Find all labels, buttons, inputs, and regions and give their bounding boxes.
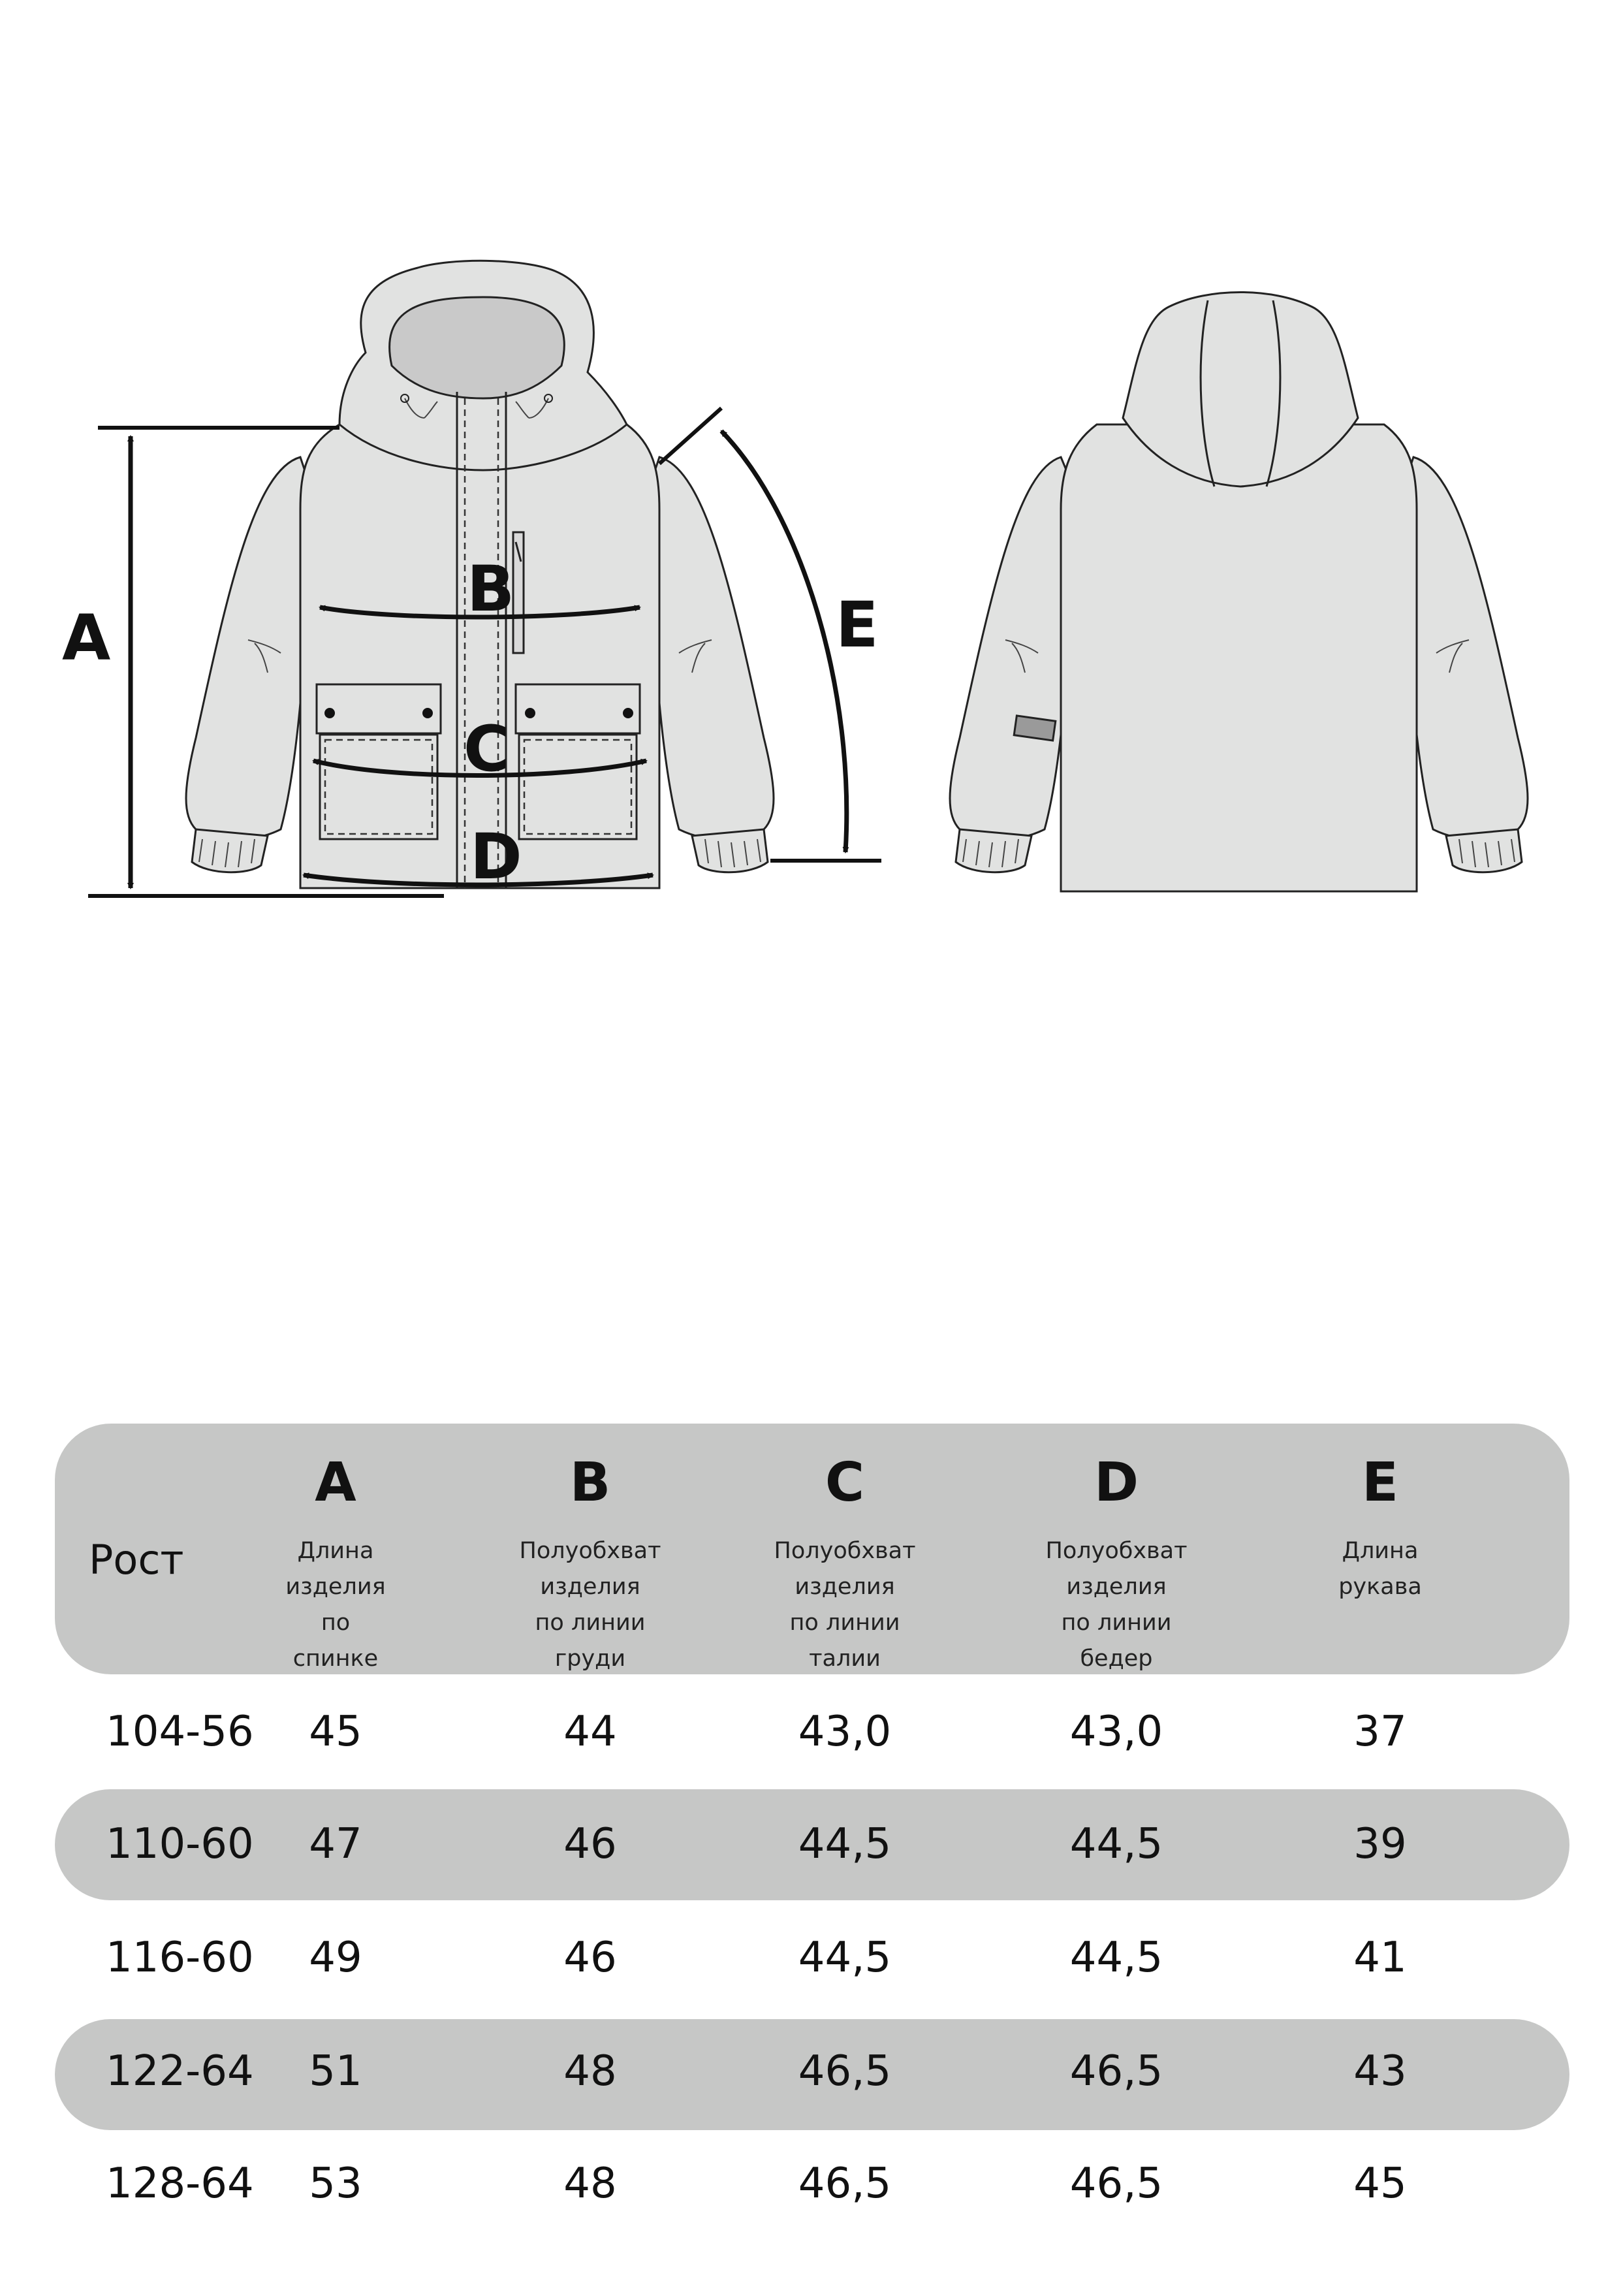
header-col-a bbox=[277, 1452, 394, 1677]
value-cell-e: 43 bbox=[1353, 2047, 1407, 2096]
value-cell-d: 46,5 bbox=[1069, 2160, 1163, 2208]
value-cell-a: 47 bbox=[309, 1820, 362, 1868]
header-col-e bbox=[1315, 1452, 1445, 1605]
header-desc-d bbox=[1032, 1533, 1201, 1677]
value-cell-c: 44,5 bbox=[798, 1820, 892, 1868]
value-cell-c: 43,0 bbox=[798, 1708, 892, 1756]
header-letter-b: B bbox=[569, 1452, 611, 1514]
dimension-label-c: C bbox=[464, 712, 510, 786]
table-row bbox=[55, 2160, 1569, 2222]
jacket-back-view bbox=[950, 293, 1528, 892]
table-row bbox=[55, 1820, 1569, 1882]
dimension-label-b: B bbox=[467, 552, 515, 626]
jacket-technical-drawing bbox=[0, 0, 1623, 980]
size-cell: 116-60 bbox=[106, 1934, 254, 1982]
header-desc-b bbox=[505, 1533, 675, 1677]
value-cell-d: 43,0 bbox=[1069, 1708, 1163, 1756]
value-cell-a: 51 bbox=[309, 2047, 362, 2096]
value-cell-b: 48 bbox=[563, 2160, 617, 2208]
table-row bbox=[55, 1934, 1569, 1996]
value-cell-b: 48 bbox=[563, 2047, 617, 2096]
value-cell-a: 45 bbox=[309, 1708, 362, 1756]
desc-line: рукава bbox=[1338, 1574, 1422, 1600]
value-cell-e: 39 bbox=[1353, 1820, 1407, 1868]
rost-header: Рост bbox=[89, 1536, 184, 1584]
size-cell: 122-64 bbox=[106, 2047, 254, 2096]
size-cell: 104-56 bbox=[106, 1708, 254, 1756]
desc-line: бедер bbox=[1080, 1646, 1153, 1672]
header-letter-a: A bbox=[315, 1452, 356, 1514]
header-desc-e bbox=[1315, 1533, 1445, 1605]
value-cell-b: 46 bbox=[563, 1820, 617, 1868]
table-row bbox=[55, 2047, 1569, 2109]
dimension-label-a: A bbox=[62, 601, 111, 675]
desc-line: Полуобхват bbox=[774, 1538, 916, 1564]
desc-line: талии bbox=[809, 1646, 881, 1672]
value-cell-b: 44 bbox=[563, 1708, 617, 1756]
header-col-b bbox=[505, 1452, 675, 1677]
header-letter-d: D bbox=[1094, 1452, 1139, 1514]
size-cell: 128-64 bbox=[106, 2160, 254, 2208]
desc-line: по линии bbox=[789, 1610, 900, 1636]
desc-line: Длина bbox=[1342, 1538, 1419, 1564]
desc-line: по линии bbox=[1061, 1610, 1172, 1636]
value-cell-e: 41 bbox=[1353, 1934, 1407, 1982]
header-desc-a bbox=[277, 1533, 394, 1677]
header-col-d bbox=[1032, 1452, 1201, 1677]
value-cell-d: 44,5 bbox=[1069, 1820, 1163, 1868]
header-col-c bbox=[760, 1452, 930, 1677]
desc-line: Полуобхват bbox=[519, 1538, 661, 1564]
desc-line: Длина bbox=[297, 1538, 374, 1564]
desc-line: груди bbox=[554, 1646, 626, 1672]
value-cell-e: 37 bbox=[1353, 1708, 1407, 1756]
header-letter-c: C bbox=[825, 1452, 865, 1514]
value-cell-d: 44,5 bbox=[1069, 1934, 1163, 1982]
desc-line: изделия bbox=[1066, 1574, 1167, 1600]
dimension-label-e: E bbox=[836, 588, 879, 662]
value-cell-a: 49 bbox=[309, 1934, 362, 1982]
desc-line: Полуобхват bbox=[1045, 1538, 1188, 1564]
header-desc-c bbox=[760, 1533, 930, 1677]
desc-line: спинке bbox=[292, 1646, 379, 1672]
value-cell-c: 46,5 bbox=[798, 2047, 892, 2096]
value-cell-a: 53 bbox=[309, 2160, 362, 2208]
value-cell-e: 45 bbox=[1353, 2160, 1407, 2208]
header-letter-e: E bbox=[1361, 1452, 1398, 1514]
desc-line: изделия bbox=[795, 1574, 895, 1600]
value-cell-b: 46 bbox=[563, 1934, 617, 1982]
table-row bbox=[55, 1708, 1569, 1770]
value-cell-c: 46,5 bbox=[798, 2160, 892, 2208]
desc-line: по линии bbox=[535, 1610, 646, 1636]
value-cell-c: 44,5 bbox=[798, 1934, 892, 1982]
desc-line: по bbox=[321, 1610, 351, 1636]
dimension-label-d: D bbox=[470, 820, 522, 893]
desc-line: изделия bbox=[285, 1574, 386, 1600]
value-cell-d: 46,5 bbox=[1069, 2047, 1163, 2096]
desc-line: изделия bbox=[540, 1574, 640, 1600]
size-cell: 110-60 bbox=[106, 1820, 254, 1868]
